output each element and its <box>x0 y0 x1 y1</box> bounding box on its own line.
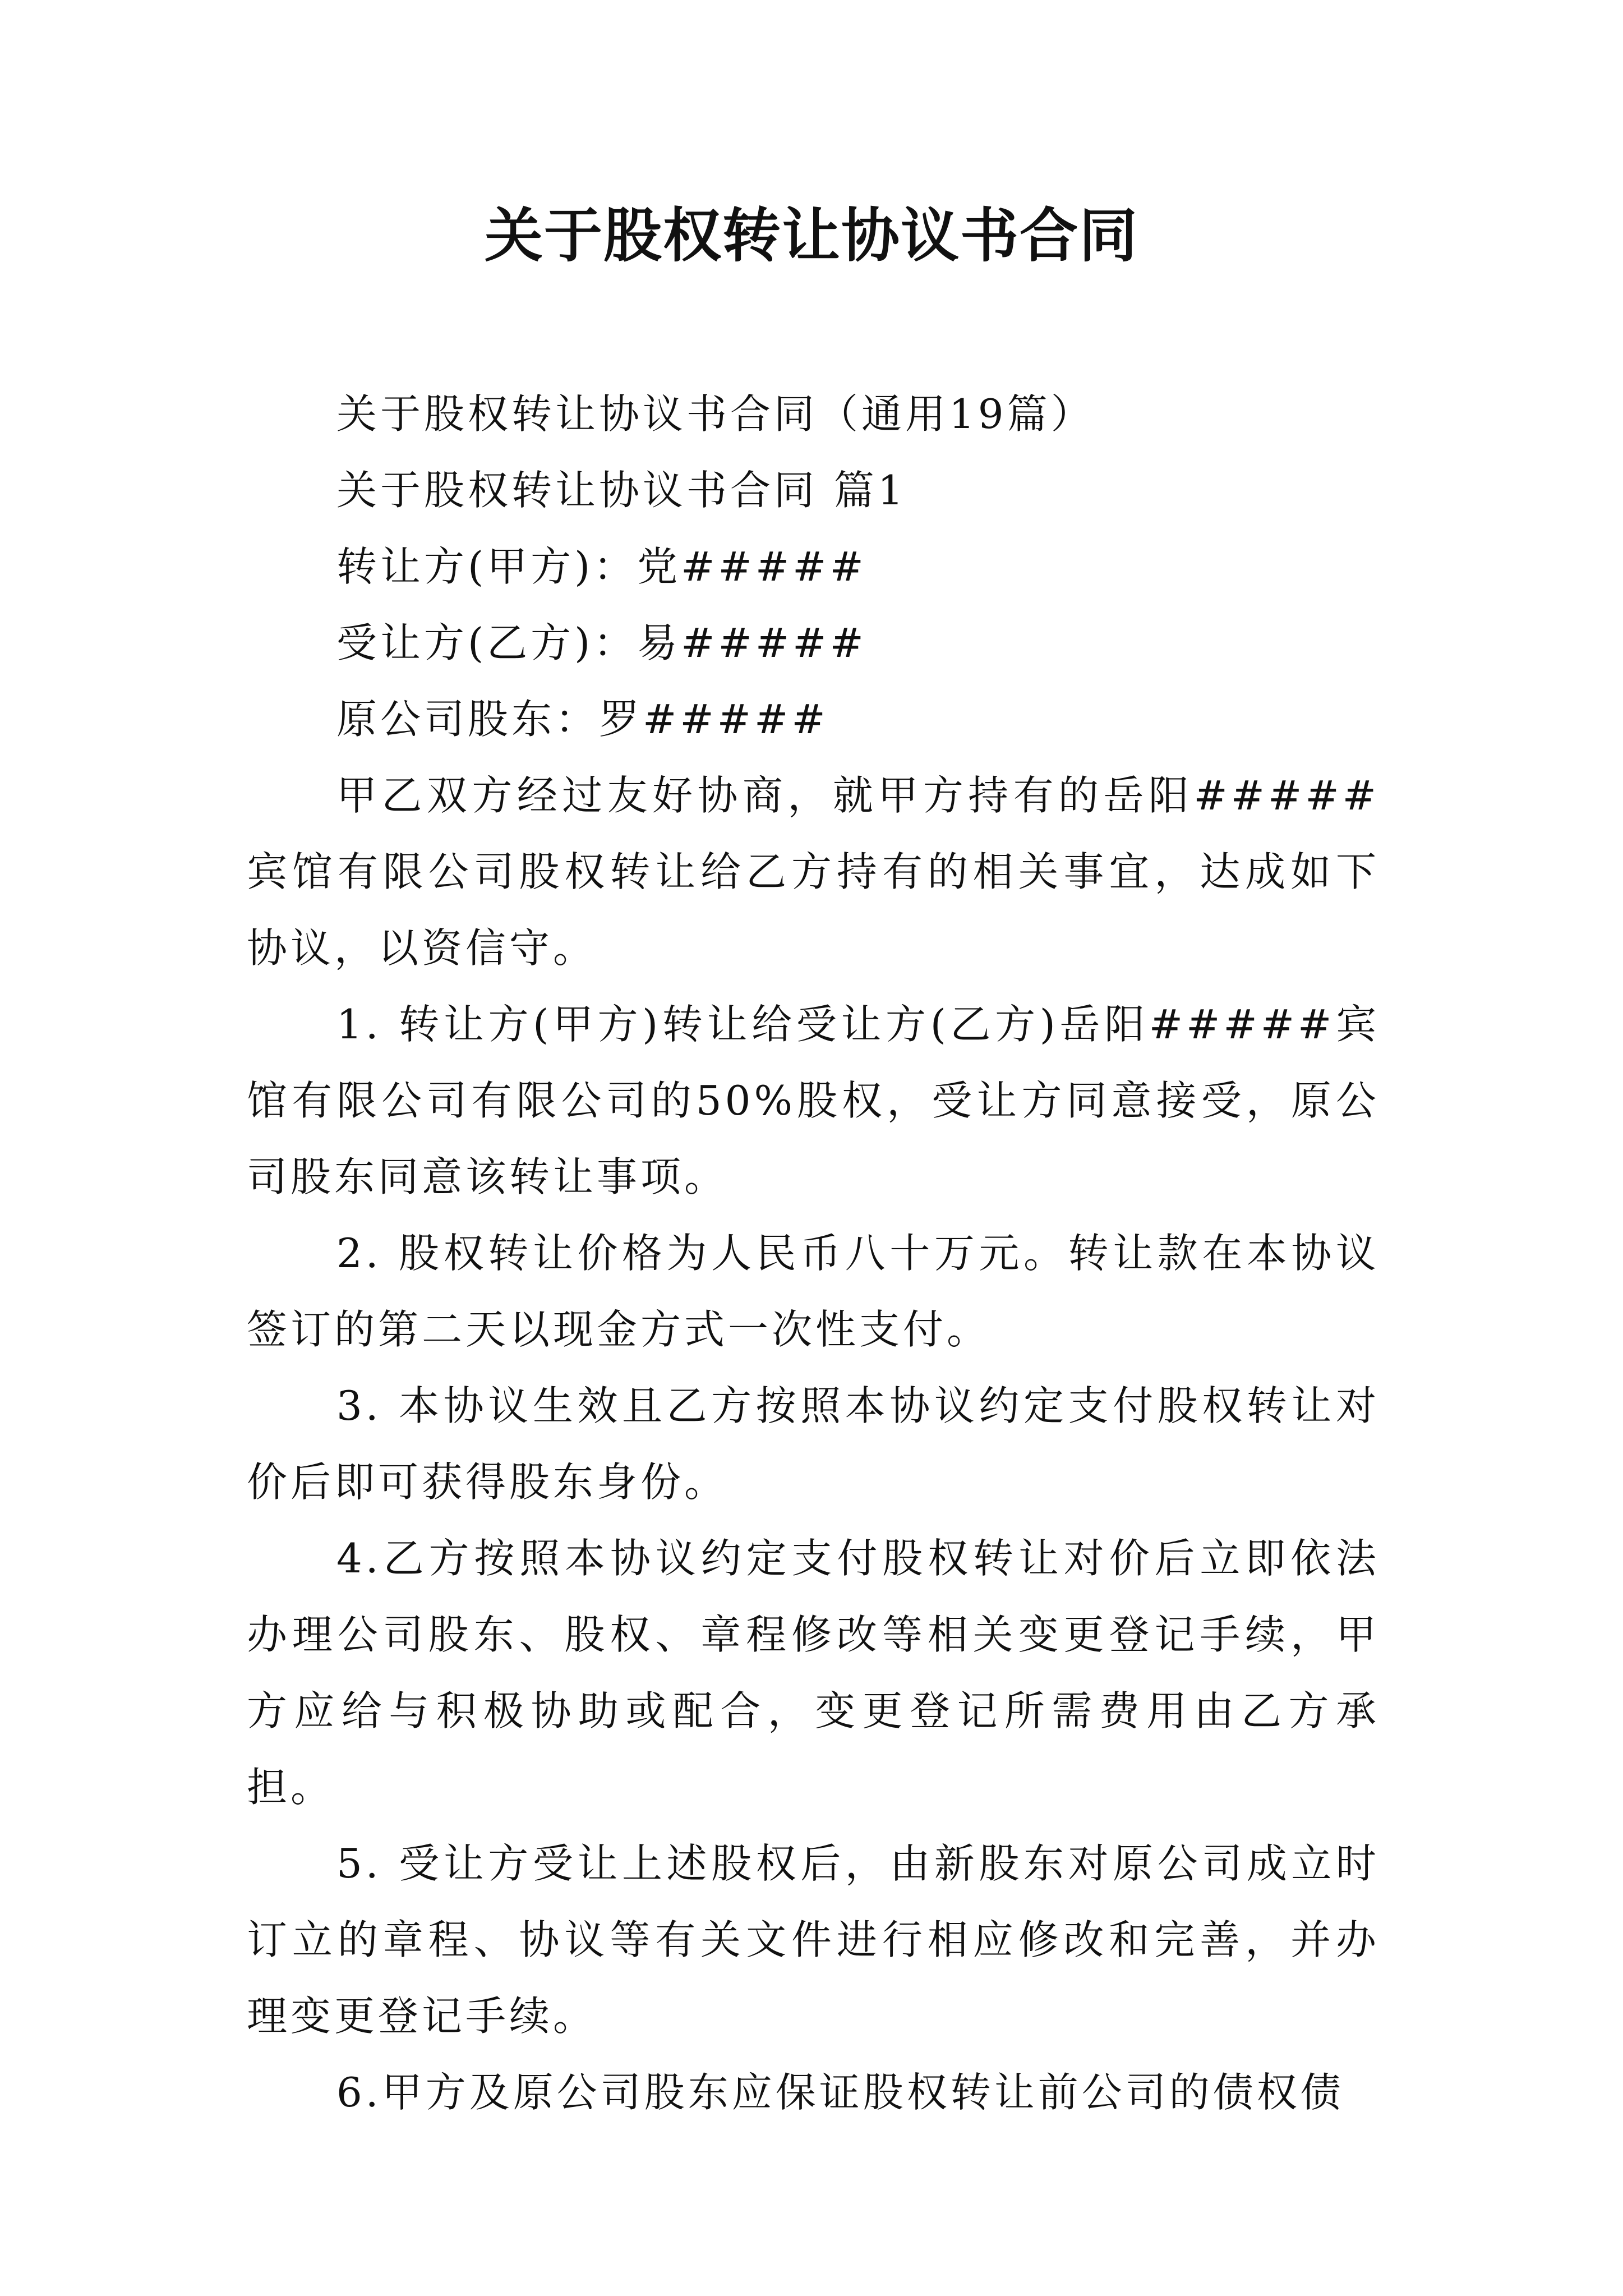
clause-1: 1. 转让方(甲方)转让给受让方(乙方)岳阳#####宾馆有限公司有限公司的50%股权，受让方同意接受，原公司股东同意该转让事项。 <box>247 1001 1380 1200</box>
transferor-line: 转让方(甲方)：党##### <box>336 543 867 590</box>
original-shareholder-line: 原公司股东：罗##### <box>336 696 829 743</box>
clause-6: 6.甲方及原公司股东应保证股权转让前公司的债权债 <box>336 2069 1344 2116</box>
clause-3: 3. 本协议生效且乙方按照本协议约定支付股权转让对价后即可获得股东身份。 <box>247 1382 1380 1506</box>
section-heading: 关于股权转让协议书合同 篇1 <box>336 467 907 514</box>
clause-4: 4.乙方按照本协议约定支付股权转让对价后立即依法办理公司股东、股权、章程修改等相关变更登记手续，甲方应给与积极协助或配合，变更登记所需费用由乙方承担。 <box>247 1535 1380 1811</box>
document-body <box>247 376 1380 2131</box>
document-subtitle: 关于股权转让协议书合同（通用19篇） <box>336 390 1095 438</box>
document-title: 关于股权转让协议书合同 <box>484 201 1138 270</box>
intro-paragraph: 甲乙双方经过友好协商，就甲方持有的岳阳#####宾馆有限公司股权转让给乙方持有的相关事宜，达成如下协议，以资信守。 <box>247 772 1380 972</box>
clause-5: 5. 受让方受让上述股权后，由新股东对原公司成立时订立的章程、协议等有关文件进行相应修改和完善，并办理变更登记手续。 <box>247 1840 1380 2040</box>
clause-2: 2. 股权转让价格为人民币八十万元。转让款在本协议签订的第二天以现金方式一次性支付。 <box>247 1230 1380 1353</box>
transferee-line: 受让方(乙方)：易##### <box>336 619 867 666</box>
